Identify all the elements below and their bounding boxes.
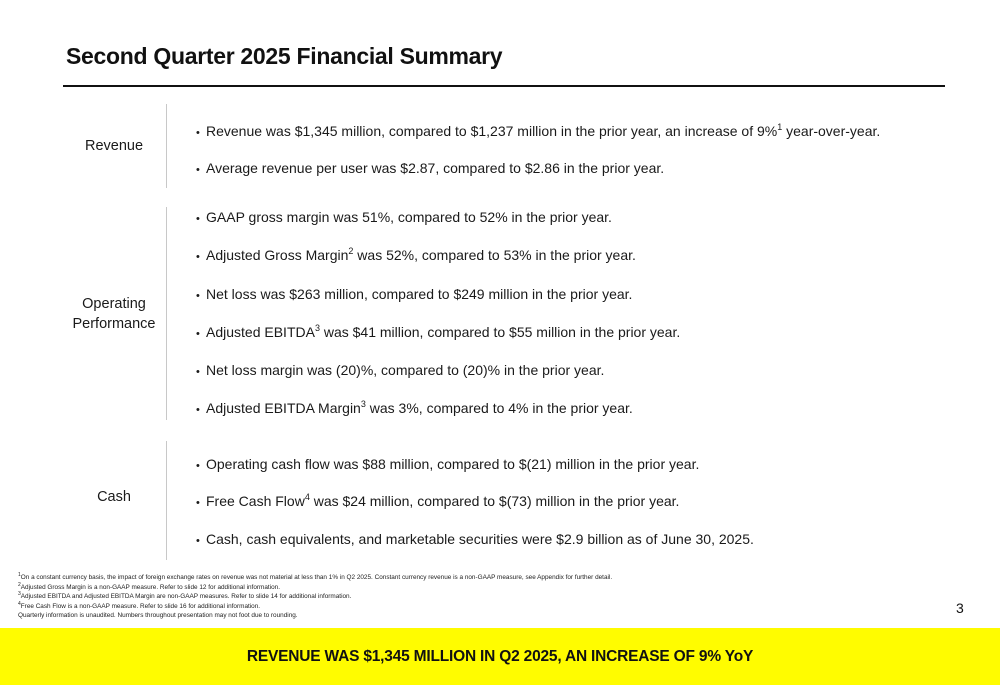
footnote-number: 3 xyxy=(18,591,21,598)
section-label-line: Cash xyxy=(97,489,131,505)
section-label-line: Performance xyxy=(72,316,156,332)
section-label-line: Revenue xyxy=(84,138,144,154)
bullet-dot: • xyxy=(196,251,200,263)
bullet-item xyxy=(196,399,633,419)
bullet-text-tail: was 3%, compared to 4% in the prior year. xyxy=(365,400,633,416)
footnote-text: On a constant currency basis, the impact of foreign exchange rates on revenue was not material at less than 1% in Q2 2025. Constant currency revenue is a non-GAAP measure, see Appendix for further detail. xyxy=(20,574,613,581)
bullet-dot: • xyxy=(196,366,200,378)
bullet-text-tail: was $24 million, compared to $(73) million in the prior year. xyxy=(309,493,680,509)
section-divider xyxy=(166,104,167,188)
bullet-dot: • xyxy=(196,213,200,225)
section-label-operating-performance xyxy=(62,294,166,334)
bullet-item xyxy=(196,246,636,266)
footnote-text: Adjusted EBITDA and Adjusted EBITDA Margin are non-GAAP measures. Refer to slide 14 for additional information. xyxy=(20,593,352,601)
bullet-dot: • xyxy=(196,535,200,547)
page-title: Second Quarter 2025 Financial Summary xyxy=(66,43,503,69)
section-label-line: Operating xyxy=(82,296,146,312)
footnote xyxy=(18,592,612,602)
bullet-item xyxy=(196,285,632,305)
bullet-text: GAAP gross margin was 51%, compared to 52% in the prior year. xyxy=(206,209,612,225)
bullet-text: Operating cash flow was $88 million, compared to $(21) million in the prior year. xyxy=(206,456,700,472)
footnote-ref: 2 xyxy=(348,246,354,256)
bullet-text: Average revenue per user was $2.87, compared to $2.86 in the prior year. xyxy=(206,160,665,176)
footnotes xyxy=(18,573,612,621)
banner-text: REVENUE WAS $1,345 MILLION IN Q2 2025, AN INCREASE OF 9% YoY xyxy=(246,647,754,665)
footnote-ref: 4 xyxy=(304,492,310,502)
bullet-item xyxy=(196,122,880,142)
bullet-text: Net loss margin was (20)%, compared to (20)% in the prior year. xyxy=(206,362,605,378)
bullet-dot: • xyxy=(196,460,200,472)
bullet-text: Adjusted Gross Margin xyxy=(206,247,349,263)
bullet-text: Adjusted EBITDA Margin xyxy=(206,400,361,416)
footnote-text: Free Cash Flow is a non-GAAP measure. Refer to slide 16 for additional information. xyxy=(20,602,261,610)
footnote-text: Adjusted Gross Margin is a non-GAAP measure. Refer to slide 12 for additional information. xyxy=(20,583,280,591)
bullet-item xyxy=(196,492,679,512)
title-rule xyxy=(63,85,945,87)
bullet-item xyxy=(196,323,680,343)
bullet-item xyxy=(196,208,612,228)
bullet-text-tail: year-over-year. xyxy=(782,123,881,139)
bullet-dot: • xyxy=(196,290,200,302)
bullet-item xyxy=(196,455,699,475)
bullet-item xyxy=(196,361,604,381)
bullet-text: Free Cash Flow xyxy=(206,493,305,509)
bullet-dot: • xyxy=(196,328,200,340)
bullet-dot: • xyxy=(196,164,200,176)
bullet-dot: • xyxy=(196,404,200,416)
bullet-dot: • xyxy=(196,127,200,139)
bullet-text-tail: was $41 million, compared to $55 million in the prior year. xyxy=(319,324,681,340)
footnote-ref: 3 xyxy=(314,323,320,333)
bullet-text: Adjusted EBITDA xyxy=(206,324,315,340)
bullet-text: Cash, cash equivalents, and marketable securities were $2.9 billion as of June 30, 2025. xyxy=(206,531,754,547)
footnote xyxy=(18,611,612,621)
bullet-text: Net loss was $263 million, compared to $249 million in the prior year. xyxy=(206,286,633,302)
section-divider xyxy=(166,441,167,560)
bullet-item xyxy=(196,530,754,550)
footnote-ref: 3 xyxy=(360,399,366,409)
page-number: 3 xyxy=(956,600,964,616)
section-divider xyxy=(166,207,167,420)
summary-banner xyxy=(0,628,1000,685)
footnote xyxy=(18,602,612,612)
section-label-cash xyxy=(62,487,166,507)
footnote-number: 4 xyxy=(18,600,21,607)
footnote-text: Quarterly information is unaudited. Numbers throughout presentation may not foot due to rounding. xyxy=(18,612,298,620)
footnote xyxy=(18,583,612,593)
bullet-item xyxy=(196,159,664,179)
bullet-dot: • xyxy=(196,497,200,509)
section-label-revenue xyxy=(62,136,166,156)
footnote xyxy=(18,573,612,583)
bullet-text: Revenue was $1,345 million, compared to $1,237 million in the prior year, an increase of 9% xyxy=(206,123,778,139)
footnote-number: 2 xyxy=(18,581,21,588)
footnote-number: 1 xyxy=(18,572,21,578)
bullet-text-tail: was 52%, compared to 53% in the prior year. xyxy=(353,247,636,263)
footnote-ref: 1 xyxy=(777,122,783,132)
